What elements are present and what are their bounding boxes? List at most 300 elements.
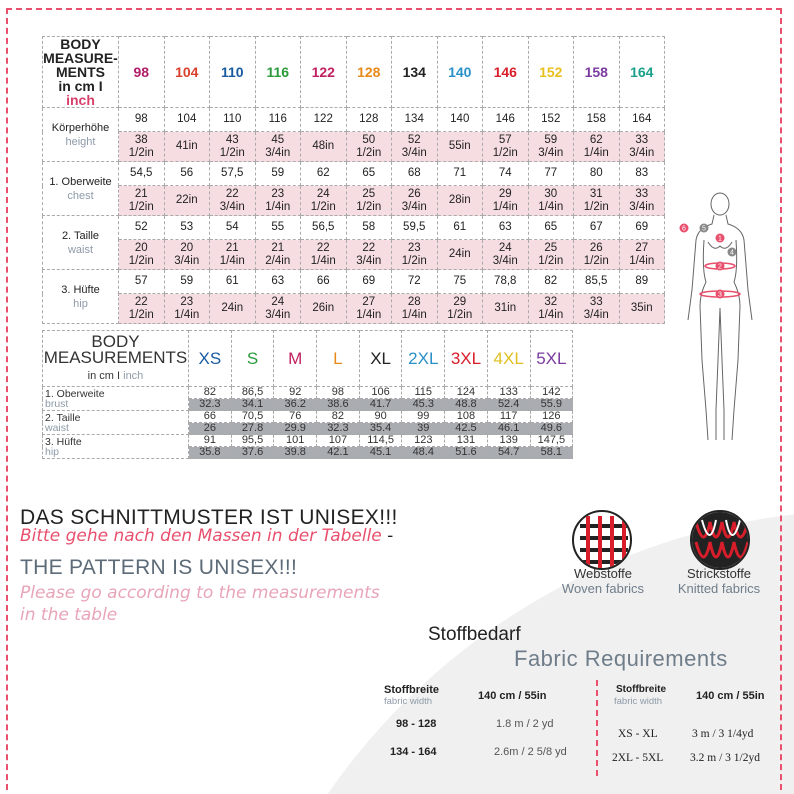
knit-de: Strickstoffe [686,566,752,581]
cm-value-cell: 104 [164,108,210,132]
cm-value-cell: 158 [574,108,620,132]
inch-fraction: 3/4in [356,254,382,267]
row-label-cell [43,387,189,411]
header-line: MENTS [56,64,105,80]
inch-value-cell: 55.9 [530,399,573,411]
inch-fraction: 3/4in [401,146,427,159]
inch-value: 26 [589,241,603,254]
cm-value-cell: 72 [392,270,438,294]
inch-value: 35in [630,302,653,314]
inch-value-cell [483,132,529,162]
inch-value: 26in [312,302,335,314]
inch-value: 31 [589,187,603,200]
inch-value-cell [210,294,256,324]
cm-value-cell: 58 [346,216,392,240]
inch-fraction: 1/4in [310,254,336,267]
body-figure [676,190,764,450]
hint-en-line: Please go according to the measurements [20,583,380,603]
inch-value-cell [346,132,392,162]
inch-value-cell: 52.4 [487,399,530,411]
inch-fraction: 1/2in [128,308,154,321]
inch-value-cell [483,240,529,270]
inch-value-cell [346,294,392,324]
inch-value-cell [528,132,574,162]
inch-value-cell [574,132,620,162]
inch-value-cell: 42.5 [445,423,488,435]
inch-fraction: 1/4in [538,308,564,321]
row-label-en: hip [45,445,60,458]
cm-value-cell: 92 [274,387,317,399]
woven-de: Webstoffe [573,566,633,581]
row-label: 3. Hüfte [61,283,100,296]
cm-value-cell: 53 [164,216,210,240]
inch-value: 24 [316,187,330,200]
inch-value-cell: 46.1 [487,423,530,435]
knit-label [664,566,774,596]
size-header-cell: 152 [528,37,574,108]
inch-value: 59 [544,133,558,146]
cm-value-cell: 59 [255,162,301,186]
size-header-cell: 164 [619,37,665,108]
inch-fraction: 1/2in [128,146,154,159]
inch-value-cell [255,240,301,270]
cm-value-cell: 54 [210,216,256,240]
table-row [43,108,665,132]
inch-fraction: 1/2in [538,254,564,267]
inch-fraction: 3/4in [174,254,200,267]
cm-value-cell: 75 [437,270,483,294]
cm-value-cell: 78,8 [483,270,529,294]
inch-value-cell [619,294,665,324]
cm-value-cell: 122 [301,108,347,132]
cm-value-cell: 62 [301,162,347,186]
inch-value-cell [483,186,529,216]
inch-value-cell [392,132,438,162]
cm-value-cell: 90 [359,411,402,423]
table-row [43,132,665,162]
inch-value: 33 [589,295,603,308]
req-right-width-header: Stoffbreite [616,684,666,695]
inch-value: 22 [316,241,330,254]
row-label-cell [43,216,119,270]
cm-value-cell: 63 [483,216,529,240]
cm-value-cell: 57,5 [210,162,256,186]
adult-size-table [42,330,573,459]
inch-value-cell [619,186,665,216]
size-header-cell: 3XL [445,331,488,387]
cm-value-cell: 65 [528,216,574,240]
inch-value-cell: 35.8 [189,447,232,459]
row-label-en: height [65,135,96,148]
req-right-width-value: 140 cm / 55in [696,690,765,702]
inch-value-cell [619,132,665,162]
inch-value: 57 [498,133,512,146]
inch-value-cell [528,240,574,270]
unisex-hint-de [20,526,393,546]
inch-fraction: 3/4in [265,146,291,159]
inch-value-cell [346,186,392,216]
size-header-cell: 134 [392,37,438,108]
figure-marker: 3 [718,291,722,299]
inch-value-cell [255,294,301,324]
inch-fraction: 1/2in [128,200,154,213]
header-inch: inch [66,92,95,108]
woven-label [548,566,658,596]
inch-value: 25 [544,241,558,254]
cm-value-cell: 89 [619,270,665,294]
cm-value-cell: 123 [402,435,445,447]
inch-fraction: 1/4in [356,308,382,321]
cm-value-cell: 107 [317,435,360,447]
inch-value-cell [437,240,483,270]
inch-fraction: 1/2in [492,146,518,159]
table-row [43,387,573,399]
size-header-cell: 128 [346,37,392,108]
cm-value-cell: 115 [402,387,445,399]
inch-value-cell [255,186,301,216]
inch-fraction: 1/2in [356,146,382,159]
header-unit: in cm I [87,369,124,382]
inch-value-cell [210,132,256,162]
inch-fraction: 3/4in [265,308,291,321]
cm-value-cell: 66 [301,270,347,294]
inch-value-cell: 32.3 [317,423,360,435]
size-header-cell: 116 [255,37,301,108]
inch-value: 29 [498,187,512,200]
cm-value-cell: 54,5 [119,162,165,186]
cm-value-cell: 55 [255,216,301,240]
header-line: MEASURE- [43,50,118,66]
inch-value: 52 [407,133,421,146]
size-header-cell: 4XL [487,331,530,387]
cm-value-cell: 74 [483,162,529,186]
size-header-cell: 110 [210,37,256,108]
inch-value-cell: 39 [402,423,445,435]
inch-value: 41in [175,140,198,152]
header-line: MEASUREMENTS [43,347,188,367]
cm-value-cell: 106 [359,387,402,399]
inch-fraction: 1/2in [447,308,473,321]
inch-fraction: 1/4in [174,308,200,321]
figure-marker: 5 [702,225,706,233]
req-left-width-value: 140 cm / 55in [478,690,547,702]
cm-value-cell: 83 [619,162,665,186]
row-label-cell [43,435,189,459]
inch-value: 32 [544,295,558,308]
cm-value-cell: 56 [164,162,210,186]
req-right-size: XS - XL [618,728,658,740]
inch-value-cell [255,132,301,162]
size-header-cell: 146 [483,37,529,108]
inch-fraction: 3/4in [629,146,655,159]
hint-dash: - [381,526,394,546]
req-right-amount: 3.2 m / 3 1/2yd [690,752,760,764]
cm-value-cell: 116 [255,108,301,132]
woven-en: Woven fabrics [561,581,645,596]
cm-value-cell: 82 [189,387,232,399]
req-left-width-header: Stoffbreite [384,684,439,696]
cm-value-cell: 82 [528,270,574,294]
row-label-cell [43,108,119,162]
inch-value-cell [301,240,347,270]
inch-value: 24 [498,241,512,254]
inch-value: 24in [221,302,244,314]
cm-value-cell: 59 [164,270,210,294]
inch-value: 27 [635,241,649,254]
inch-value-cell [574,186,620,216]
req-left-amount: 2.6m / 2 5/8 yd [494,746,567,758]
inch-value: 33 [635,187,649,200]
size-header-cell: S [231,331,274,387]
cm-value-cell: 61 [437,216,483,240]
table-row [43,294,665,324]
cm-value-cell: 57 [119,270,165,294]
inch-value-cell: 41.7 [359,399,402,411]
figure-marker: 6 [682,225,686,233]
cm-value-cell: 59,5 [392,216,438,240]
figure-marker: 4 [730,249,734,257]
fabric-req-subtitle: Fabric Requirements [514,646,728,671]
size-header-cell: 158 [574,37,620,108]
cm-value-cell: 67 [574,216,620,240]
inch-value: 22 [225,187,239,200]
cm-value-cell: 164 [619,108,665,132]
inch-value-cell [164,294,210,324]
row-label: 1. Oberweite [45,387,105,400]
inch-value: 25 [362,187,376,200]
cm-value-cell: 110 [210,108,256,132]
cm-value-cell: 76 [274,411,317,423]
cm-value-cell: 65 [346,162,392,186]
cm-value-cell: 146 [483,108,529,132]
adult-table-header [43,331,189,387]
cm-value-cell: 134 [392,108,438,132]
inch-value-cell: 32.3 [189,399,232,411]
knit-en: Knitted fabrics [677,581,761,596]
inch-value-cell [392,294,438,324]
size-header-cell: 98 [119,37,165,108]
hint-en-line: in the table [20,605,118,625]
cm-value-cell: 91 [189,435,232,447]
cm-value-cell: 71 [437,162,483,186]
inch-value: 22 [362,241,376,254]
inch-value-cell [301,294,347,324]
inch-value-cell [301,186,347,216]
inch-value-cell [528,186,574,216]
cm-value-cell: 70,5 [231,411,274,423]
size-header-cell: 140 [437,37,483,108]
cm-value-cell: 139 [487,435,530,447]
req-right-width-sub: fabric width [614,696,663,707]
inch-value-cell [119,240,165,270]
inch-value-cell [392,186,438,216]
row-label: Körperhöhe [51,121,110,134]
inch-value: 20 [180,241,194,254]
cm-value-cell: 114,5 [359,435,402,447]
inch-fraction: 3/4in [629,200,655,213]
inch-value: 48in [312,140,335,152]
size-header-cell: L [317,331,360,387]
inch-fraction: 3/4in [219,200,245,213]
row-label: 2. Taille [61,229,100,242]
size-header-cell: XL [359,331,402,387]
hint-de-text: Bitte gehe nach den Massen in der Tabelle [20,526,382,546]
cm-value-cell: 117 [487,411,530,423]
cm-value-cell: 142 [530,387,573,399]
inch-value: 21 [225,241,239,254]
req-left-width-sub: fabric width [384,696,433,707]
inch-value-cell [574,294,620,324]
inch-fraction: 1/4in [583,146,609,159]
size-header-cell: 2XL [402,331,445,387]
req-right-size: 2XL - 5XL [612,752,664,764]
inch-value: 55in [448,140,471,152]
inch-fraction: 1/4in [401,308,427,321]
inch-value: 22 [134,295,148,308]
row-label-en: hip [73,297,88,310]
inch-value-cell [619,240,665,270]
inch-value-cell [210,186,256,216]
inch-value: 21 [134,187,148,200]
inch-value-cell [210,240,256,270]
unisex-title-en: THE PATTERN IS UNISEX!!! [20,556,298,579]
row-label-cell [43,411,189,435]
unisex-title-de: DAS SCHNITTMUSTER IST UNISEX!!! [20,506,398,529]
header-unit: in cm I [58,78,103,94]
inch-value: 29 [453,295,467,308]
cm-value-cell: 98 [317,387,360,399]
cm-value-cell: 95,5 [231,435,274,447]
cm-value-cell: 68 [392,162,438,186]
inch-value-cell [164,240,210,270]
kids-size-table [42,36,665,324]
cm-value-cell: 133 [487,387,530,399]
inch-value: 31in [494,302,517,314]
inch-fraction: 1/4in [538,200,564,213]
inch-fraction: 3/4in [492,254,518,267]
inch-value: 27 [362,295,376,308]
inch-fraction: 2/4in [265,254,291,267]
inch-value-cell: 58.1 [530,447,573,459]
cm-value-cell: 98 [119,108,165,132]
cm-value-cell: 69 [346,270,392,294]
inch-value-cell [483,294,529,324]
inch-value-cell: 54.7 [487,447,530,459]
cm-value-cell: 80 [574,162,620,186]
inch-value: 21 [271,241,285,254]
row-label-cell [43,162,119,216]
inch-fraction: 3/4in [583,308,609,321]
inch-value-cell: 37.6 [231,447,274,459]
req-left-amount: 1.8 m / 2 yd [496,718,554,730]
inch-value-cell [119,186,165,216]
cm-value-cell: 108 [445,411,488,423]
cm-value-cell: 63 [255,270,301,294]
inch-fraction: 1/4in [265,200,291,213]
size-header-cell: 122 [301,37,347,108]
inch-value-cell: 36.2 [274,399,317,411]
cm-value-cell: 152 [528,108,574,132]
cm-value-cell: 86,5 [231,387,274,399]
inch-value-cell [346,240,392,270]
header-line: BODY [91,331,140,351]
woven-fabric-icon [572,510,632,570]
inch-fraction: 1/4in [492,200,518,213]
inch-fraction: 1/2in [401,254,427,267]
inch-value: 30 [544,187,558,200]
inch-fraction: 1/2in [219,146,245,159]
inch-value-cell [164,132,210,162]
cm-value-cell: 85,5 [574,270,620,294]
inch-fraction: 1/2in [583,200,609,213]
row-label-en: brust [45,397,69,410]
inch-value-cell: 38.6 [317,399,360,411]
knit-fabric-icon [690,510,750,570]
inch-value: 62 [589,133,603,146]
cm-value-cell: 52 [119,216,165,240]
inch-value-cell: 51.6 [445,447,488,459]
cm-value-cell: 128 [346,108,392,132]
inch-value-cell [437,186,483,216]
inch-value: 23 [407,241,421,254]
cm-value-cell: 126 [530,411,573,423]
table-row [43,186,665,216]
req-left-size: 134 - 164 [390,746,437,758]
size-header-cell: 5XL [530,331,573,387]
inch-value-cell: 48.8 [445,399,488,411]
inch-value-cell: 45.1 [359,447,402,459]
row-label: 1. Oberweite [49,175,112,188]
cm-value-cell: 69 [619,216,665,240]
cm-value-cell: 140 [437,108,483,132]
inch-value: 23 [180,295,194,308]
inch-fraction: 3/4in [401,200,427,213]
table-row [43,435,573,447]
size-header-cell: 104 [164,37,210,108]
inch-value-cell [528,294,574,324]
inch-fraction: 1/4in [219,254,245,267]
fabric-req-title: Stoffbedarf [428,624,521,645]
inch-value: 28 [407,295,421,308]
inch-value-cell: 42.1 [317,447,360,459]
cm-value-cell: 77 [528,162,574,186]
inch-fraction: 1/4in [629,254,655,267]
cm-value-cell: 82 [317,411,360,423]
inch-fraction: 3/4in [538,146,564,159]
table-row [43,270,665,294]
row-label: 3. Hüfte [45,435,82,448]
row-label: 2. Taille [45,411,81,424]
cm-value-cell: 124 [445,387,488,399]
inch-value-cell: 34.1 [231,399,274,411]
cm-value-cell: 101 [274,435,317,447]
inch-value-cell: 39.8 [274,447,317,459]
inch-value-cell: 35.4 [359,423,402,435]
inch-value-cell: 26 [189,423,232,435]
header-inch: inch [123,369,144,382]
header-line: BODY [60,36,101,52]
inch-value-cell: 49.6 [530,423,573,435]
inch-value-cell [164,186,210,216]
inch-fraction: 1/2in [128,254,154,267]
figure-marker: 2 [718,263,722,271]
inch-fraction: 1/2in [310,200,336,213]
table-row [43,216,665,240]
inch-value: 23 [271,187,285,200]
inch-fraction: 1/2in [356,200,382,213]
figure-marker: 1 [718,235,722,243]
inch-value: 26 [407,187,421,200]
